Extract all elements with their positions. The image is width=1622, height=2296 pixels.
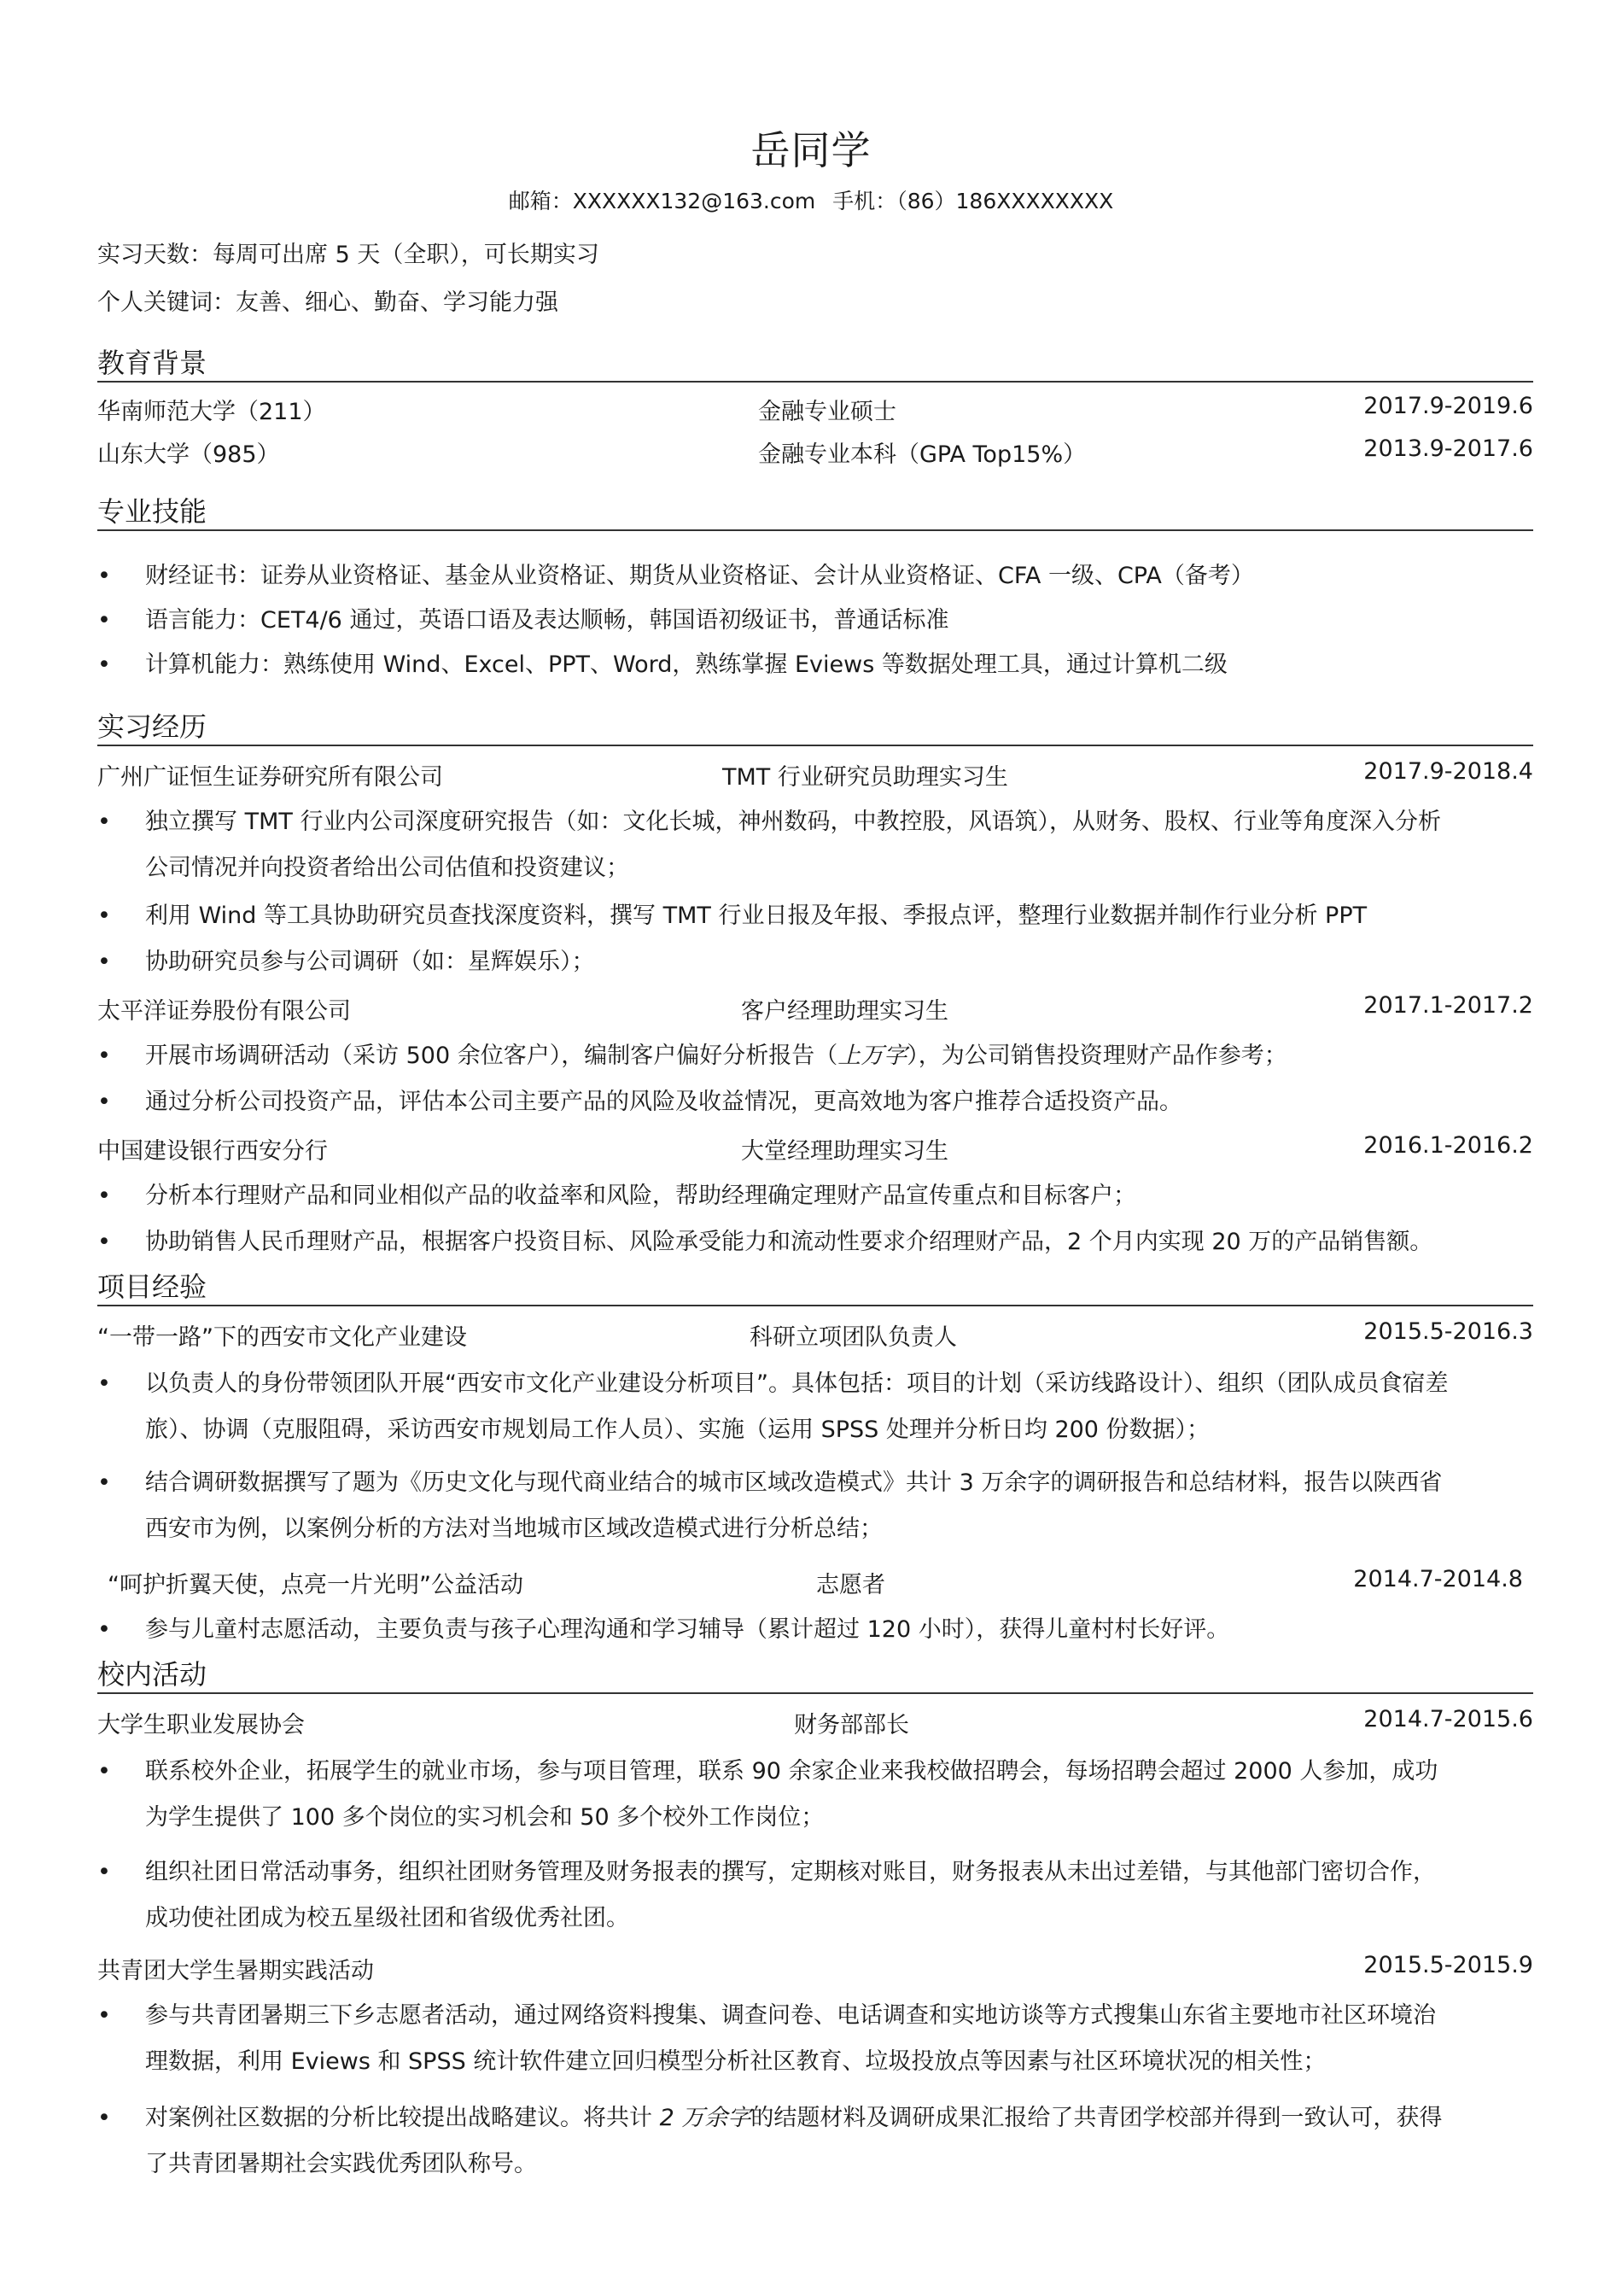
education-row [97,435,1533,470]
job-bullet [97,893,1533,939]
candidate-name: 岳同学 [750,127,872,173]
bullet-text: 结合调研数据撰写了题为《历史文化与现代商业结合的城市区域改造模式》共计 3 万余字的调研报告和总结材料，报告以陕西省 [145,1469,1443,1496]
activity-bullet [97,1849,1533,1942]
skill-text: 财经证书：证券从业资格证、基金从业资格证、期货从业资格证、会计从业资格证、CFA 一级、CPA（备考） [145,563,1254,589]
role: 客户经理助理实习生 [741,998,948,1025]
role: 科研立项团队负责人 [750,1324,957,1351]
date: 2013.9-2017.6 [1363,435,1533,462]
keywords: 个人关键词：友善、细心、勤奋、学习能力强 [97,289,558,316]
phone: 手机：（86）186XXXXXXXX [832,189,1114,213]
section-divider [97,1692,1533,1694]
bullet-text: 以负责人的身份带领团队开展“西安市文化产业建设分析项目”。具体包括：项目的计划（采访线路设计）、组织（团队成员食宿差 [145,1370,1449,1397]
activity-bullet [97,1993,1533,2085]
skill-item [97,598,1533,644]
date: 2015.5-2015.9 [1363,1952,1533,1978]
bullet-text: 旅）、协调（克服阻碍，采访西安市规划局工作人员）、实施（运用 SPSS 处理并分析日均 200 份数据）； [145,1417,1211,1443]
project-header [97,1318,1533,1352]
education-row [97,393,1533,427]
organization: 共青团大学生暑期实践活动 [97,1958,374,1984]
project-bullet [97,1607,1533,1653]
date: 2014.7-2014.8 [1353,1566,1523,1592]
organization: 中国建设银行西安分行 [97,1138,328,1165]
date: 2017.9-2019.6 [1363,393,1533,419]
section-title-skills: 专业技能 [97,495,207,528]
job-bullet [97,1219,1533,1265]
school: 华南师范大学（211） [97,399,326,425]
bullet-text: ），为公司销售投资理财产品作参考； [907,1043,1287,1069]
bullet-text: 联系校外企业，拓展学生的就业市场，参与项目管理，联系 90 余家企业来我校做招聘会，每场招聘会超过 2000 人参加，成功 [145,1758,1438,1785]
organization: 大学生职业发展协会 [97,1712,305,1738]
date: 2014.7-2015.6 [1363,1706,1533,1732]
availability: 实习天数：每周可出席 5 天（全职），可长期实习 [97,242,599,268]
section-title-projects: 项目经验 [97,1271,207,1303]
bullet-point: • [97,607,111,634]
activity-header [97,1952,1533,1986]
bullet-text: 参与儿童村志愿活动，主要负责与孩子心理沟通和学习辅导（累计超过 120 小时），获得儿童村村长好评。 [145,1616,1230,1643]
bullet-text: 分析本行理财产品和同业相似产品的收益率和风险，帮助经理确定理财产品宣传重点和目标客户； [145,1183,1136,1209]
bullet-point: • [97,1859,111,1885]
bullet-text: 对案例社区数据的分析比较提出战略建议。将共计 [145,2105,660,2131]
bullet-point: • [97,1229,111,1255]
bullet-point: • [97,2105,111,2131]
section-divider [97,745,1533,746]
bullet-text: 成功使社团成为校五星级社团和省级优秀社团。 [145,1905,629,1931]
bullet-point: • [97,1183,111,1209]
date: 2015.5-2016.3 [1363,1318,1533,1345]
bullet-point: • [97,1758,111,1785]
emphasis-text: 2 万余字 [659,2105,751,2131]
activity-header [97,1706,1533,1740]
job-bullet [97,1033,1533,1079]
bullet-point: • [97,2002,111,2029]
project-name: “一带一路”下的西安市文化产业建设 [97,1324,467,1351]
skill-text: 语言能力：CET4/6 通过，英语口语及表达顺畅，韩国语初级证书，普通话标准 [145,607,949,634]
activity-bullet [97,1749,1533,1841]
section-divider [97,529,1533,531]
bullet-point: • [97,1469,111,1496]
bullet-text: 了共青团暑期社会实践优秀团队称号。 [145,2151,537,2177]
project-header [97,1566,1533,1600]
skill-text: 计算机能力：熟练使用 Wind、Excel、PPT、Word，熟练掌握 Eviews 等数据处理工具，通过计算机二级 [145,651,1228,678]
bullet-text: 利用 Wind 等工具协助研究员查找深度资料，撰写 TMT 行业日报及年报、季报点评，整理行业数据并制作行业分析 PPT [145,903,1368,929]
job-bullet [97,1173,1533,1219]
bullet-text: 协助销售人民币理财产品，根据客户投资目标、风险承受能力和流动性要求介绍理财产品，2 个月内实现 20 万的产品销售额。 [145,1229,1433,1255]
degree: 金融专业硕士 [758,399,896,425]
bullet-text: 为学生提供了 100 多个岗位的实习机会和 50 多个校外工作岗位； [145,1804,825,1831]
bullet-text: 理数据，利用 Eviews 和 SPSS 统计软件建立回归模型分析社区教育、垃圾投放点等因素与社区环境状况的相关性； [145,2048,1327,2075]
role: 财务部部长 [794,1712,909,1738]
role: 大堂经理助理实习生 [741,1138,948,1165]
role: TMT 行业研究员助理实习生 [722,764,1008,791]
date: 2016.1-2016.2 [1363,1132,1533,1159]
bullet-text: 组织社团日常活动事务，组织社团财务管理及财务报表的撰写，定期核对账目，财务报表从未出过差错，与其他部门密切合作， [145,1859,1436,1885]
section-title-internship: 实习经历 [97,710,207,743]
job-bullet [97,799,1533,891]
section-title-campus: 校内活动 [97,1658,207,1691]
date: 2017.1-2017.2 [1363,992,1533,1019]
project-bullet [97,1361,1533,1453]
job-header [97,992,1533,1026]
bullet-point: • [97,1043,111,1069]
section-divider [97,381,1533,383]
section-title-education: 教育背景 [97,347,207,379]
bullet-text: 开展市场调研活动（采访 500 余位客户），编制客户偏好分析报告（ [145,1043,838,1069]
bullet-point: • [97,651,111,678]
bullet-point: • [97,1089,111,1115]
skill-item [97,553,1533,599]
organization: 太平洋证券股份有限公司 [97,998,351,1025]
emphasis-text: 上万字 [837,1043,907,1069]
bullet-point: • [97,1370,111,1397]
project-name: “呵护折翼天使，点亮一片光明”公益活动 [108,1572,523,1598]
bullet-point: • [97,1616,111,1643]
contact-line [0,184,1622,215]
bullet-text: 参与共青团暑期三下乡志愿者活动，通过网络资料搜集、调查问卷、电话调查和实地访谈等方式搜集山东省主要地市社区环境治 [145,2002,1436,2029]
activity-bullet [97,2095,1533,2188]
job-header [97,1132,1533,1166]
bullet-text: 的结题材料及调研成果汇报给了共青团学校部并得到一致认可，获得 [750,2105,1443,2131]
bullet-text: 协助研究员参与公司调研（如：星辉娱乐）； [145,949,595,975]
date: 2017.9-2018.4 [1363,758,1533,785]
role: 志愿者 [816,1572,885,1598]
job-bullet [97,1079,1533,1125]
bullet-point: • [97,563,111,589]
job-bullet [97,939,1533,985]
organization: 广州广证恒生证券研究所有限公司 [97,764,443,791]
skill-item [97,642,1533,688]
bullet-text: 公司情况并向投资者给出公司估值和投资建议； [145,855,629,881]
degree: 金融专业本科（GPA Top15%） [758,441,1087,468]
bullet-text: 通过分析公司投资产品，评估本公司主要产品的风险及收益情况，更高效地为客户推荐合适投资产品。 [145,1089,1182,1115]
bullet-point: • [97,809,111,835]
section-divider [97,1305,1533,1306]
bullet-text: 西安市为例，以案例分析的方法对当地城市区域改造模式进行分析总结； [145,1516,883,1542]
project-bullet [97,1460,1533,1552]
school: 山东大学（985） [97,441,280,468]
bullet-point: • [97,903,111,929]
bullet-point: • [97,949,111,975]
email: 邮箱：XXXXXX132@163.com [508,189,816,213]
job-header [97,758,1533,792]
bullet-text: 独立撰写 TMT 行业内公司深度研究报告（如：文化长城，神州数码，中教控股，风语筑），从财务、股权、行业等角度深入分析 [145,809,1441,835]
